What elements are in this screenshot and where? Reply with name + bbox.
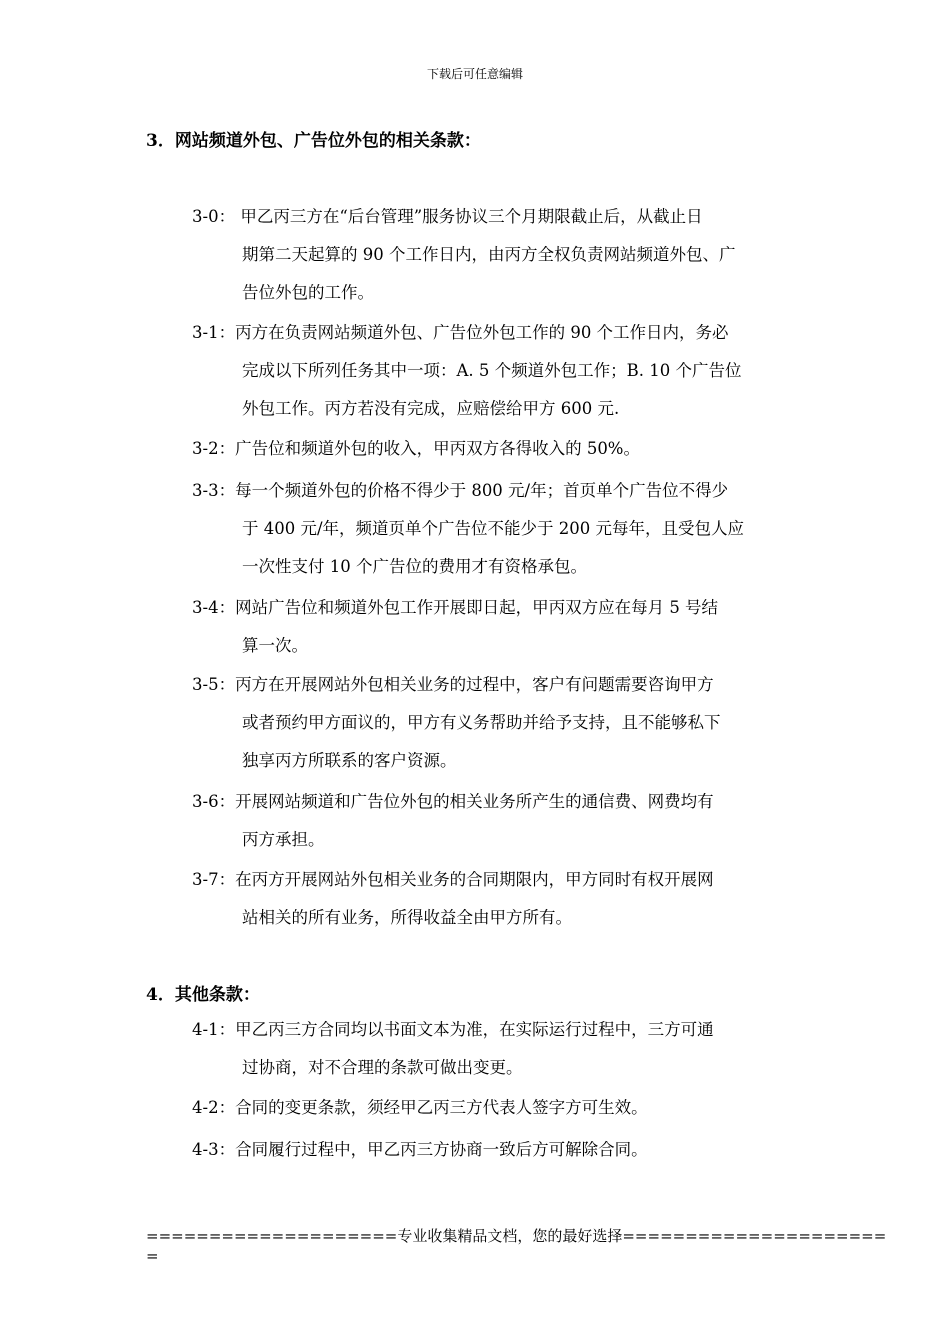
clause-line: 独享丙方所联系的客户资源。 (242, 751, 457, 770)
clause-line: 3-1：丙方在负责网站频道外包、广告位外包工作的 90 个工作日内，务必 (192, 323, 729, 342)
clause-3-5 (192, 666, 812, 780)
clause-line: 3-2：广告位和频道外包的收入，甲丙双方各得收入的 50%。 (192, 439, 640, 458)
clause-3-0 (192, 198, 812, 312)
clause-line: 站相关的所有业务，所得收益全由甲方所有。 (242, 908, 572, 927)
clause-3-6 (192, 783, 812, 859)
clause-line: 4-1：甲乙丙三方合同均以书面文本为准，在实际运行过程中，三方可通 (192, 1020, 714, 1039)
clause-3-1 (192, 314, 812, 428)
clause-line: 4-2：合同的变更条款，须经甲乙丙三方代表人签字方可生效。 (192, 1098, 648, 1117)
clause-line: 3-7：在丙方开展网站外包相关业务的合同期限内，甲方同时有权开展网 (192, 870, 714, 889)
section-3-heading: 3．网站频道外包、广告位外包的相关条款： (146, 131, 481, 151)
clause-line: 丙方承担。 (242, 830, 325, 849)
clause-line: 4-3：合同履行过程中，甲乙丙三方协商一致后方可解除合同。 (192, 1140, 648, 1159)
clause-line: 外包工作。丙方若没有完成，应赔偿给甲方 600 元. (242, 399, 620, 418)
footer-banner: ====================专业收集精品文档，您的最好选择===================== (146, 1227, 887, 1245)
clause-3-2 (192, 430, 812, 468)
clause-line: 告位外包的工作。 (242, 283, 374, 302)
clause-line: 3-4：网站广告位和频道外包工作开展即日起，甲丙双方应在每月 5 号结 (192, 598, 719, 617)
clause-line: 于 400 元/年，频道页单个广告位不能少于 200 元每年，且受包人应 (242, 519, 745, 538)
clause-line: 或者预约甲方面议的，甲方有义务帮助并给予支持，且不能够私下 (242, 713, 721, 732)
clause-3-4 (192, 589, 812, 665)
section-4-heading: 4．其他条款： (146, 985, 260, 1005)
clause-3-3 (192, 472, 812, 586)
header-note: 下载后可任意编辑 (426, 67, 523, 81)
clause-line: 过协商，对不合理的条款可做出变更。 (242, 1058, 523, 1077)
clause-line: 完成以下所列任务其中一项：A. 5 个频道外包工作；B. 10 个广告位 (242, 361, 742, 380)
clause-4-2 (192, 1089, 812, 1127)
clause-4-3 (192, 1131, 812, 1169)
clause-line: 3-6：开展网站频道和广告位外包的相关业务所产生的通信费、网费均有 (192, 792, 714, 811)
clause-line: 3-0： 甲乙丙三方在“后台管理”服务协议三个月期限截止后，从截止日 (192, 207, 703, 226)
clause-line: 算一次。 (242, 636, 308, 655)
clause-line: 3-5：丙方在开展网站外包相关业务的过程中，客户有问题需要咨询甲方 (192, 675, 714, 694)
clause-line: 一次性支付 10 个广告位的费用才有资格承包。 (242, 557, 587, 576)
clause-4-1 (192, 1011, 812, 1087)
clause-line: 3-3：每一个频道外包的价格不得少于 800 元/年；首页单个广告位不得少 (192, 481, 729, 500)
clause-line: 期第二天起算的 90 个工作日内，由丙方全权负责网站频道外包、广 (242, 245, 736, 264)
clause-3-7 (192, 861, 812, 937)
footer-banner-continuation: = (146, 1247, 159, 1265)
